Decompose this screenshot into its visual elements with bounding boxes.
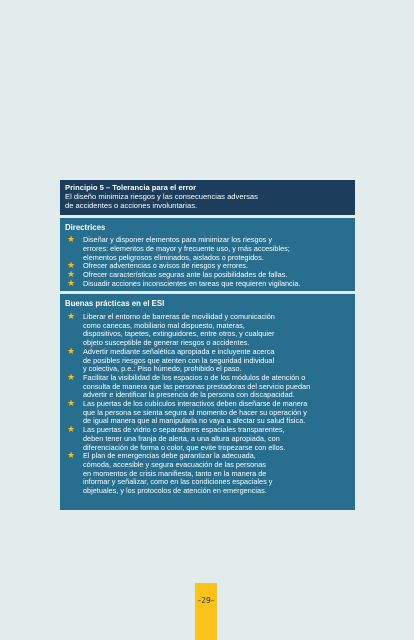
list-item [65, 452, 350, 496]
list-item-line: Ofrecer características seguras ante las posibilidades de fallas. [83, 270, 288, 280]
list-item-line: elementos peligrosos eliminados, aislados o protegidos. [83, 252, 264, 262]
buenas-practicas-list [65, 313, 350, 496]
star-icon: ★ [67, 424, 76, 435]
directrices-list [65, 236, 350, 288]
list-item [65, 426, 350, 452]
principle-header [60, 180, 355, 215]
list-item-line: y colectiva, p.e.: Piso húmedo, prohibido el paso. [83, 364, 242, 374]
list-item-line: Advertir mediante señalética apropiada e incluyente acerca [83, 346, 275, 356]
principle-description-line: de accidentes o acciones involuntarias. [65, 201, 198, 211]
principle-title: Principio 5 – Tolerancia para el error [65, 183, 197, 192]
buenas-practicas-heading: Buenas prácticas en el ESI [65, 299, 165, 309]
page-number: –29– [197, 596, 215, 605]
list-item [65, 400, 350, 426]
directrices-section [60, 218, 355, 292]
list-item-line: de igual manera que al manipularla no vaya a afectar su salud física. [83, 416, 306, 426]
star-icon: ★ [67, 311, 76, 322]
list-item-line: El plan de emergencias debe garantizar la adecuada, [83, 451, 256, 461]
list-item-line: Ofrecer advertencias o avisos de riesgos y errores. [83, 261, 249, 271]
buenas-practicas-section [60, 294, 355, 509]
list-item-line: advertir e identificar la presencia de la persona con discapacidad. [83, 390, 295, 400]
principle-card [60, 180, 355, 510]
list-item-line: objetuales, y los protocolos de atención en emergencias. [83, 486, 267, 496]
list-item [65, 345, 350, 374]
list-item-line: consulta de manera que las personas prestadoras del servicio puedan [83, 381, 311, 391]
star-icon: ★ [67, 450, 76, 461]
page-number-tab [195, 583, 217, 640]
list-item-line: Diseñar y disponer elementos para minimizar los riesgos y [83, 235, 272, 245]
star-icon: ★ [67, 234, 76, 245]
list-item [65, 371, 350, 400]
list-item-line: Las puertas de los cubículos interactivos deben diseñarse de manera [83, 399, 308, 409]
star-icon: ★ [67, 260, 76, 271]
list-item-line: Liberar el entorno de barreras de movilidad y comunicación [83, 312, 275, 322]
star-icon: ★ [67, 269, 76, 280]
list-item-line: dispositivos, tapetes, extinguidores, entre otros, y cualquier [83, 329, 275, 339]
star-icon: ★ [67, 371, 76, 382]
star-icon: ★ [67, 277, 76, 288]
list-item-line: Las puertas de vidrio o separadores espaciales transparentes, [83, 425, 285, 435]
list-item-line: en momentos de crisis manifiesta, tanto en la manera de [83, 468, 267, 478]
list-item [65, 313, 350, 348]
list-item-line: errores: elementos de mayor y frecuente uso, y más accesibles; [83, 243, 290, 253]
list-item [65, 236, 350, 262]
list-item-line: cómoda, accesible y segura evacuación de las personas [83, 459, 266, 469]
directrices-heading: Directrices [65, 222, 106, 232]
star-icon: ★ [67, 345, 76, 356]
list-item-line: como canecas, mobiliario mal dispuesto, materas, [83, 320, 245, 330]
principle-description-line: El diseño minimiza riesgos y las consecuencias adversas [65, 192, 258, 202]
list-item-line: diferenciación de forma o color, que evite tropezarse con ellos. [83, 442, 286, 452]
list-item-line: que la persona se sienta segura al momento de hacer su operación y [83, 407, 307, 417]
list-item-line: deben tener una franja de alerta, a una altura apropiada, con [83, 433, 280, 443]
list-item-line: objeto susceptible de generar riesgos o accidentes. [83, 338, 250, 348]
list-item [65, 277, 350, 289]
list-item-line: informar y señalizar, como en las condiciones espaciales y [83, 477, 273, 487]
list-item-line: Disuadir acciones inconscientes en tareas que requieren vigilancia. [83, 278, 301, 288]
list-item-line: Facilitar la visibilidad de los espacios o de los módulos de atención o [83, 372, 306, 382]
list-item-line: de posibles riesgos que atenten con la seguridad individual [83, 355, 275, 365]
star-icon: ★ [67, 398, 76, 409]
